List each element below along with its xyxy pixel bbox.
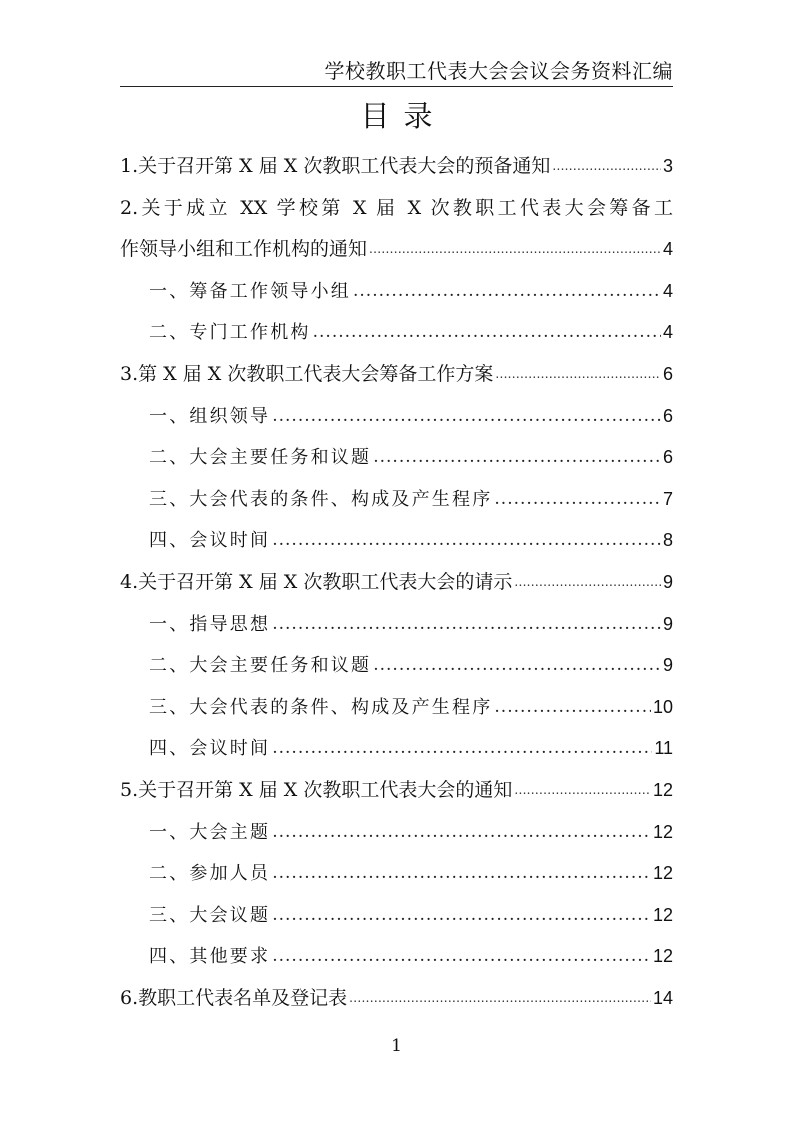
toc-entry-label: 一、大会主题 xyxy=(149,821,271,843)
dot-leader xyxy=(272,895,651,937)
toc-entry-1[interactable] xyxy=(120,146,673,188)
toc-subentry[interactable] xyxy=(120,853,673,895)
toc-entry-label: 二、大会主要任务和议题 xyxy=(149,655,372,677)
toc-entry-label: 四、会议时间 xyxy=(149,738,271,760)
dot-leader xyxy=(272,936,651,978)
toc-entry-label: 四、会议时间 xyxy=(149,530,271,552)
toc-entry-page: 7 xyxy=(662,488,673,509)
dot-leader xyxy=(494,687,651,729)
toc-subentry[interactable] xyxy=(120,479,673,521)
toc-entry-page: 4 xyxy=(662,322,673,343)
dot-leader xyxy=(349,978,651,1020)
toc-entry-label: 2.关于成立 XX 学校第 X 届 X 次教职工代表大会筹备工 xyxy=(120,196,673,219)
toc-entry-label: 三、大会议题 xyxy=(149,904,271,926)
toc-entry-page: 9 xyxy=(662,655,673,676)
toc-subentry[interactable] xyxy=(120,520,673,562)
toc-entry-label: 四、其他要求 xyxy=(149,946,271,968)
toc-entry-label: 5.关于召开第 X 届 X 次教职工代表大会的通知 xyxy=(120,778,513,801)
toc-entry-label: 二、大会主要任务和议题 xyxy=(149,447,372,469)
dot-leader xyxy=(272,520,661,562)
dot-leader xyxy=(353,271,661,313)
toc-subentry[interactable] xyxy=(120,728,673,770)
toc-entry-2[interactable] xyxy=(120,229,673,271)
toc-entry-6[interactable] xyxy=(120,978,673,1020)
toc-entry-label: 二、专门工作机构 xyxy=(149,322,311,344)
toc-entry-page: 12 xyxy=(652,904,673,925)
toc-entry-5[interactable] xyxy=(120,770,673,812)
dot-leader xyxy=(494,479,661,521)
toc-entry-label: 1.关于召开第 X 届 X 次教职工代表大会的预备通知 xyxy=(120,155,551,177)
toc-subentry[interactable] xyxy=(120,936,673,978)
dot-leader xyxy=(373,645,661,687)
dot-leader xyxy=(272,604,661,646)
toc-entry-label: 三、大会代表的条件、构成及产生程序 xyxy=(149,488,493,510)
toc-entry-page: 4 xyxy=(662,280,673,301)
toc-entry-label: 二、参加人员 xyxy=(149,863,271,885)
toc-subentry[interactable] xyxy=(120,312,673,354)
dot-leader xyxy=(552,146,661,188)
toc-entry-4[interactable] xyxy=(120,562,673,604)
toc-entry-label: 一、组织领导 xyxy=(149,405,271,427)
toc-subentry[interactable] xyxy=(120,604,673,646)
toc-subentry[interactable] xyxy=(120,396,673,438)
toc-subentry[interactable] xyxy=(120,812,673,854)
toc-entry-page: 6 xyxy=(662,447,673,468)
toc-entry-label: 三、大会代表的条件、构成及产生程序 xyxy=(149,696,493,718)
toc-entry-page: 12 xyxy=(652,863,673,884)
toc-entry-page: 9 xyxy=(662,613,673,634)
toc-entry-page: 3 xyxy=(662,156,673,176)
toc-entry-label: 一、筹备工作领导小组 xyxy=(149,280,351,302)
toc-entry-page: 12 xyxy=(652,779,673,800)
toc-entry-page: 12 xyxy=(652,821,673,842)
toc-subentry[interactable] xyxy=(120,687,673,729)
toc-entry-label: 3.第 X 届 X 次教职工代表大会筹备工作方案 xyxy=(120,362,494,385)
toc-entry-page: 11 xyxy=(654,738,673,759)
toc-entry-page: 4 xyxy=(662,239,673,260)
dot-leader xyxy=(495,354,661,396)
toc-subentry[interactable] xyxy=(120,645,673,687)
toc-entry-2-line1[interactable] xyxy=(120,188,673,230)
dot-leader xyxy=(272,853,651,895)
toc-subentry[interactable] xyxy=(120,271,673,313)
toc-entry-3[interactable] xyxy=(120,354,673,396)
dot-leader xyxy=(373,437,661,479)
toc-entry-label: 6.教职工代表名单及登记表 xyxy=(120,986,348,1009)
dot-leader xyxy=(272,396,661,438)
toc-subentry[interactable] xyxy=(120,895,673,937)
toc-entry-page: 9 xyxy=(662,571,673,592)
dot-leader xyxy=(272,812,651,854)
page-title: 目录 xyxy=(360,99,447,133)
dot-leader xyxy=(313,312,661,354)
running-header xyxy=(120,56,673,87)
toc-entry-label: 一、指导思想 xyxy=(149,613,271,635)
toc-entry-page: 10 xyxy=(652,696,673,717)
dot-leader xyxy=(514,770,651,812)
table-of-contents xyxy=(120,146,673,1019)
toc-entry-page: 14 xyxy=(652,987,673,1008)
dot-leader xyxy=(272,728,652,770)
toc-entry-page: 6 xyxy=(662,363,673,384)
page-number: 1 xyxy=(391,1036,402,1056)
running-header-title: 学校教职工代表大会会议会务资料汇编 xyxy=(324,59,673,83)
dot-leader xyxy=(514,562,661,604)
toc-entry-label: 4.关于召开第 X 届 X 次教职工代表大会的请示 xyxy=(120,570,513,593)
toc-entry-label: 作领导小组和工作机构的通知 xyxy=(120,238,368,261)
toc-subentry[interactable] xyxy=(120,437,673,479)
toc-entry-page: 8 xyxy=(662,530,673,551)
toc-entry-page: 6 xyxy=(662,405,673,426)
dot-leader xyxy=(369,229,661,271)
toc-entry-page: 12 xyxy=(652,946,673,967)
